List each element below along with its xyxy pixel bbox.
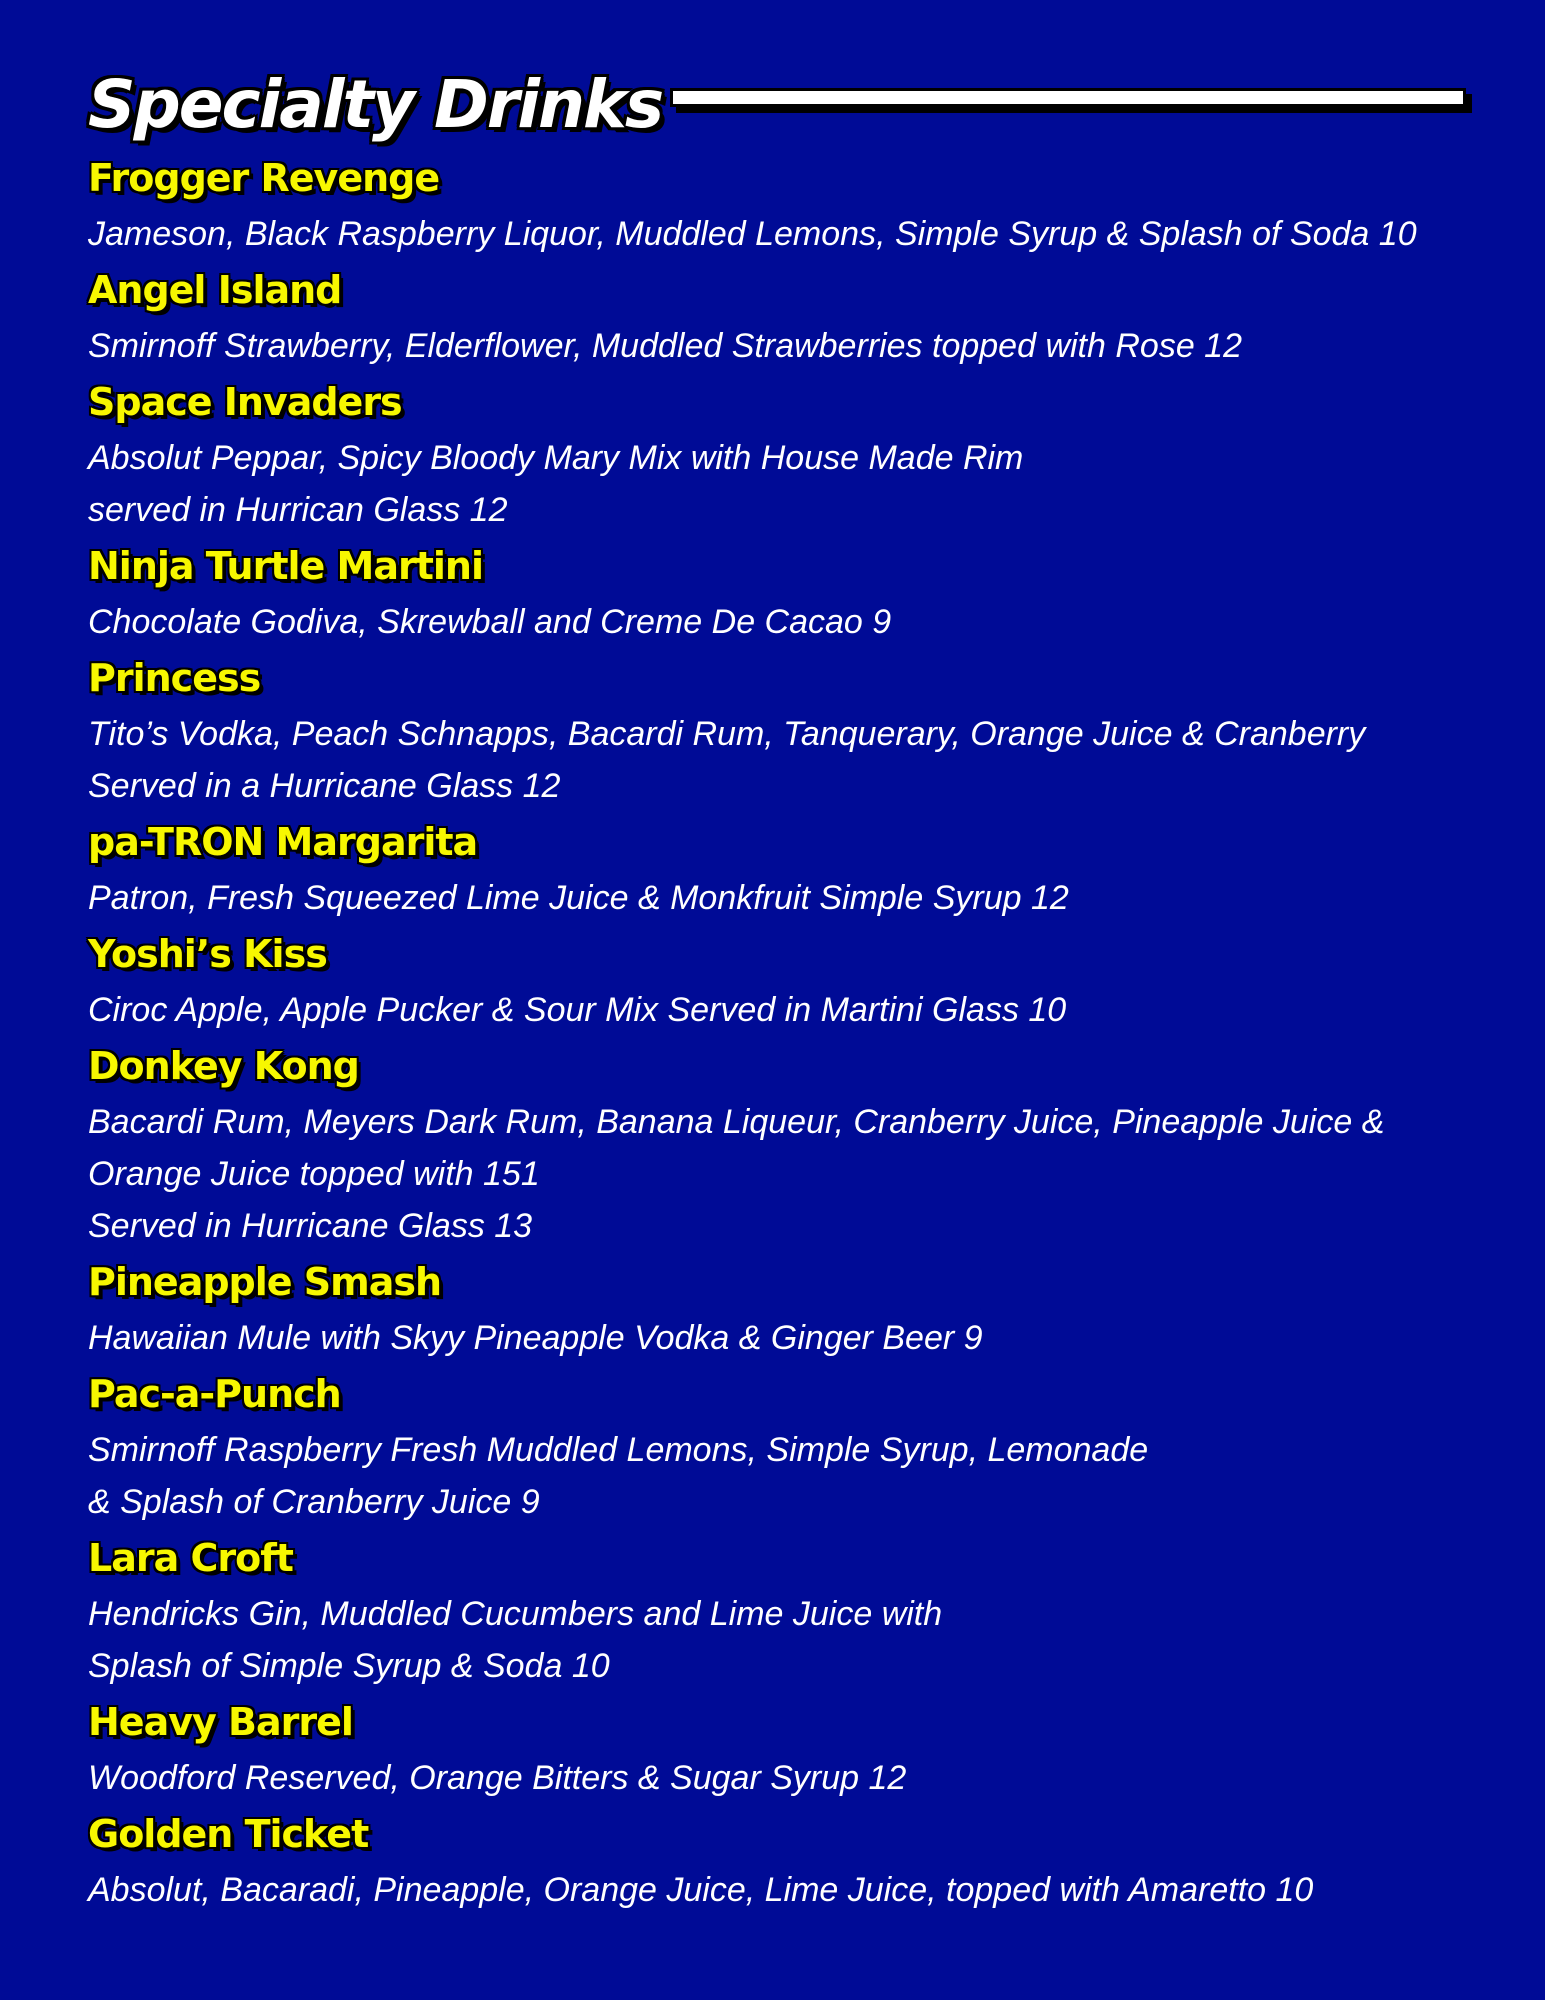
drink-description-line: Bacardi Rum, Meyers Dark Rum, Banana Liqueur, Cranberry Juice, Pineapple Juice & xyxy=(88,1103,1385,1141)
drink-description-line: Chocolate Godiva, Skrewball and Creme De Cacao 9 xyxy=(88,603,892,641)
drink-description-line: Absolut, Bacaradi, Pineapple, Orange Juice, Lime Juice, topped with Amaretto 10 xyxy=(88,1871,1314,1909)
menu-header xyxy=(88,62,1488,148)
drink-description xyxy=(88,1588,1488,1692)
drink-description-line: Jameson, Black Raspberry Liquor, Muddled Lemons, Simple Syrup & Splash of Soda 10 xyxy=(88,215,1417,253)
drink-description xyxy=(88,432,1488,536)
drink-name: Donkey Kong xyxy=(88,1044,359,1088)
drink-description-line: Orange Juice topped with 151 xyxy=(88,1155,540,1193)
drink-item xyxy=(88,1692,1488,1804)
drink-description-line: Ciroc Apple, Apple Pucker & Sour Mix Served in Martini Glass 10 xyxy=(88,991,1067,1029)
drink-description-line: served in Hurrican Glass 12 xyxy=(88,491,508,529)
drink-name: Golden Ticket xyxy=(88,1812,369,1856)
drink-item xyxy=(88,536,1488,648)
title-divider xyxy=(670,88,1466,107)
drink-item xyxy=(88,648,1488,812)
drink-name: Princess xyxy=(88,656,261,700)
drink-description-line: & Splash of Cranberry Juice 9 xyxy=(88,1483,540,1521)
drink-description-line: Splash of Simple Syrup & Soda 10 xyxy=(88,1647,610,1685)
drink-description xyxy=(88,708,1488,812)
drink-name: Yoshi’s Kiss xyxy=(88,932,327,976)
drink-description xyxy=(88,320,1488,372)
drink-name: Space Invaders xyxy=(88,380,402,424)
drink-item xyxy=(88,372,1488,536)
drink-description-line: Served in Hurricane Glass 13 xyxy=(88,1207,533,1245)
drink-name: Ninja Turtle Martini xyxy=(88,544,483,588)
menu-page xyxy=(88,62,1488,1916)
drink-name: Pac-a-Punch xyxy=(88,1372,341,1416)
drink-description xyxy=(88,1312,1488,1364)
drink-description xyxy=(88,1424,1488,1528)
drink-item xyxy=(88,1364,1488,1528)
drink-item xyxy=(88,812,1488,924)
drink-description xyxy=(88,596,1488,648)
drink-description xyxy=(88,872,1488,924)
drink-name: Lara Croft xyxy=(88,1536,293,1580)
drink-description-line: Hendricks Gin, Muddled Cucumbers and Lime Juice with xyxy=(88,1595,943,1633)
drink-item xyxy=(88,1528,1488,1692)
drink-description-line: Smirnoff Raspberry Fresh Muddled Lemons, Simple Syrup, Lemonade xyxy=(88,1431,1149,1469)
drink-item xyxy=(88,1252,1488,1364)
drink-description-line: Smirnoff Strawberry, Elderflower, Muddled Strawberries topped with Rose 12 xyxy=(88,327,1242,365)
drink-name: Frogger Revenge xyxy=(88,156,440,200)
drink-description xyxy=(88,1096,1488,1252)
drink-item xyxy=(88,924,1488,1036)
drink-name: Heavy Barrel xyxy=(88,1700,353,1744)
page-title: Specialty Drinks xyxy=(88,66,663,143)
drink-description xyxy=(88,208,1488,260)
drink-item xyxy=(88,1036,1488,1252)
drink-description xyxy=(88,1752,1488,1804)
drink-description-line: Tito’s Vodka, Peach Schnapps, Bacardi Rum, Tanquerary, Orange Juice & Cranberry xyxy=(88,715,1366,753)
drink-list xyxy=(88,148,1488,1916)
drink-description-line: Hawaiian Mule with Skyy Pineapple Vodka & Ginger Beer 9 xyxy=(88,1319,983,1357)
drink-name: Angel Island xyxy=(88,268,342,312)
drink-description xyxy=(88,1864,1488,1916)
drink-description xyxy=(88,984,1488,1036)
drink-item xyxy=(88,260,1488,372)
drink-name: pa-TRON Margarita xyxy=(88,820,478,864)
drink-item xyxy=(88,1804,1488,1916)
drink-description-line: Patron, Fresh Squeezed Lime Juice & Monkfruit Simple Syrup 12 xyxy=(88,879,1069,917)
drink-description-line: Served in a Hurricane Glass 12 xyxy=(88,767,561,805)
drink-name: Pineapple Smash xyxy=(88,1260,442,1304)
drink-description-line: Absolut Peppar, Spicy Bloody Mary Mix with House Made Rim xyxy=(88,439,1024,477)
drink-description-line: Woodford Reserved, Orange Bitters & Sugar Syrup 12 xyxy=(88,1759,907,1797)
drink-item xyxy=(88,148,1488,260)
